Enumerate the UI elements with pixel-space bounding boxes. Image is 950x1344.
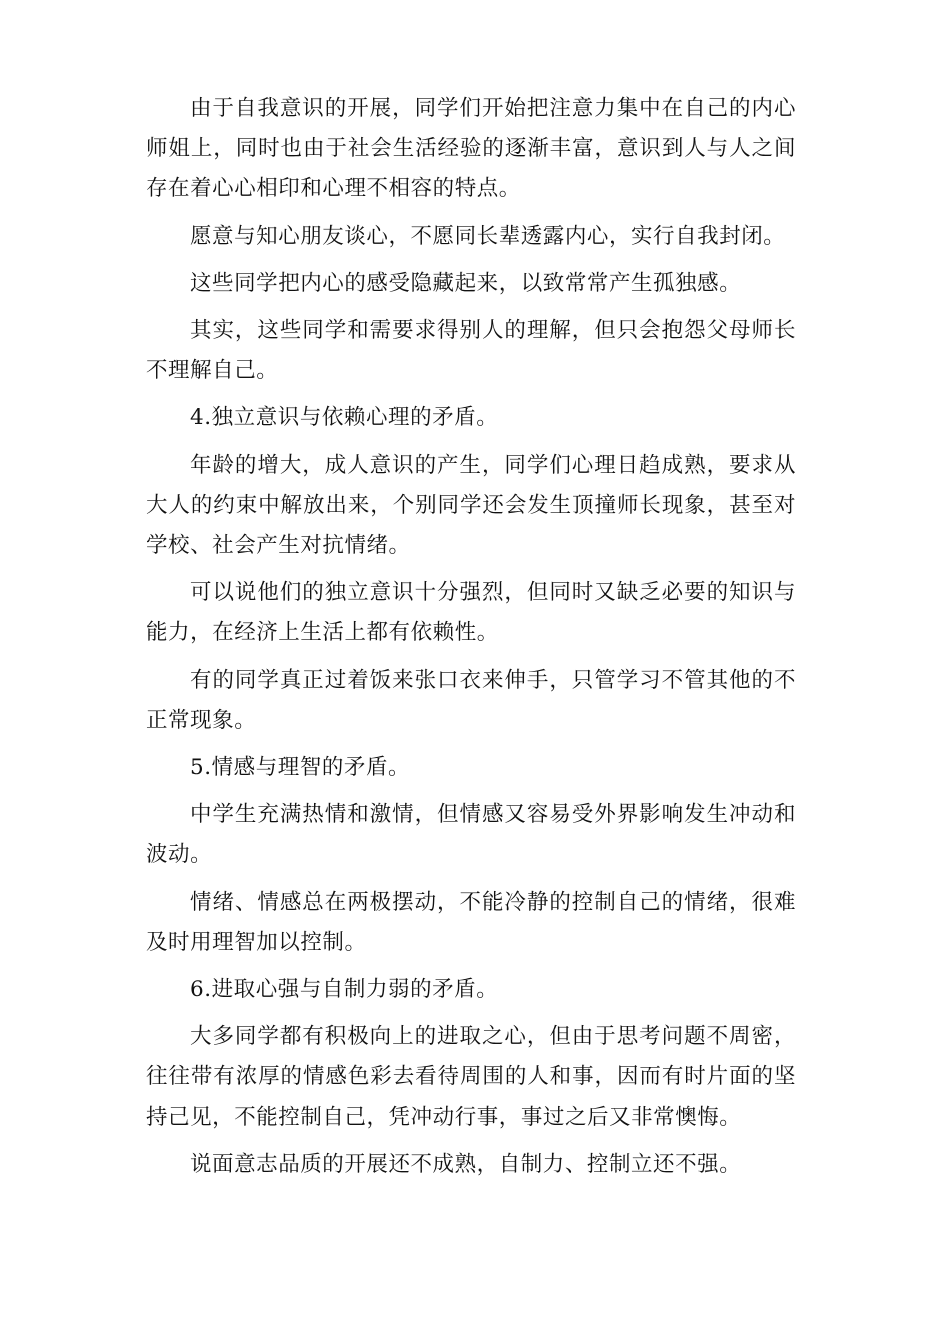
paragraph: 情绪、情感总在两极摆动，不能冷静的控制自己的情绪，很难及时用理智加以控制。 xyxy=(146,889,796,955)
paragraph: 这些同学把内心的感受隐藏起来，以致常常产生孤独感。 xyxy=(190,270,742,296)
paragraph: 有的同学真正过着饭来张口衣来伸手，只管学习不管其他的不正常现象。 xyxy=(146,667,796,733)
paragraph: 愿意与知心朋友谈心，不愿同长辈透露内心，实行自我封闭。 xyxy=(190,223,786,249)
paragraph: 中学生充满热情和激情，但情感又容易受外界影响发生冲动和波动。 xyxy=(146,802,796,868)
paragraph: 其实，这些同学和需要求得别人的理解，但只会抱怨父母师长不理解自己。 xyxy=(146,318,796,384)
paragraph: 可以说他们的独立意识十分强烈，但同时又缺乏必要的知识与能力，在经济上生活上都有依赖性。 xyxy=(146,580,796,646)
paragraph: 年龄的增大，成人意识的产生，同学们心理日趋成熟，要求从大人的约束中解放出来，个别同学还会发生顶撞师长现象，甚至对学校、社会产生对抗情绪。 xyxy=(146,452,796,559)
section-heading: 4.独立意识与依赖心理的矛盾。 xyxy=(190,405,499,431)
paragraph: 说面意志品质的开展还不成熟，自制力、控制立还不强。 xyxy=(190,1151,742,1177)
paragraph: 由于自我意识的开展，同学们开始把注意力集中在自己的内心师姐上，同时也由于社会生活经验的逐渐丰富，意识到人与人之间存在着心心相印和心理不相容的特点。 xyxy=(146,96,796,202)
section-heading: 6.进取心强与自制力弱的矛盾。 xyxy=(190,977,499,1003)
document-body xyxy=(146,89,796,1192)
section-heading: 5.情感与理智的矛盾。 xyxy=(190,755,411,781)
paragraph: 大多同学都有积极向上的进取之心，但由于思考问题不周密，往往带有浓厚的情感色彩去看待周围的人和事，因而有时片面的坚持己见，不能控制自己，凭冲动行事，事过之后又非常懊悔。 xyxy=(146,1024,796,1130)
